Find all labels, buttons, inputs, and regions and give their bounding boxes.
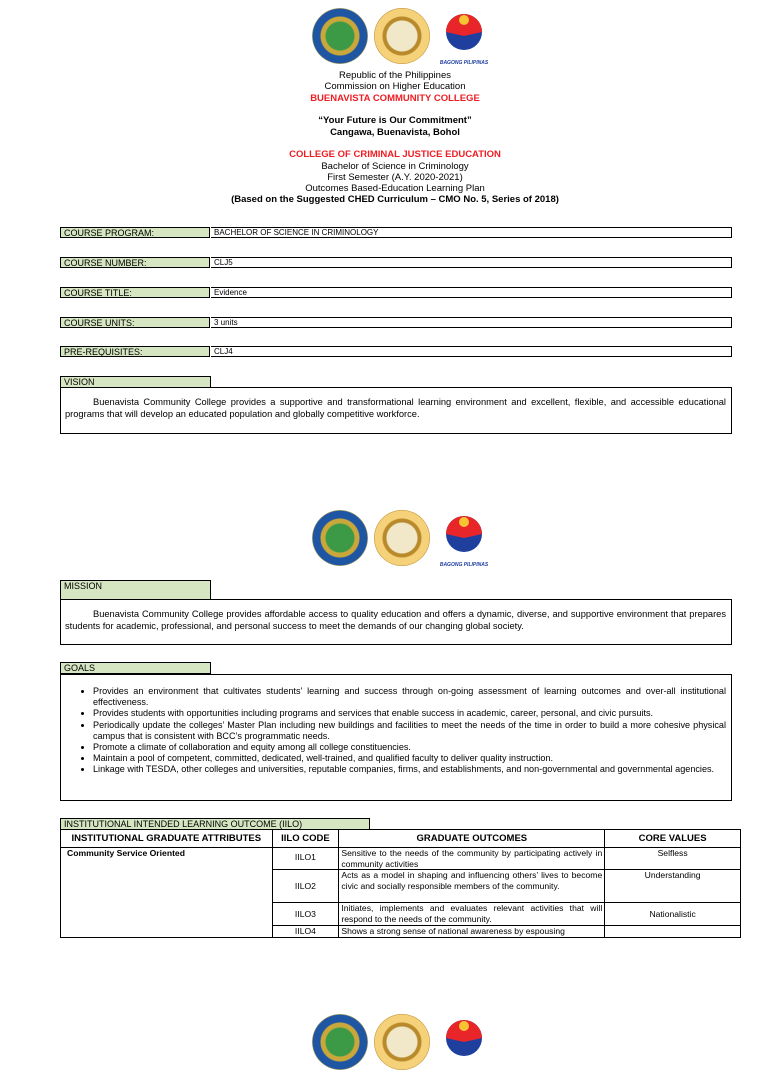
table-row xyxy=(61,848,741,870)
degree-text: Bachelor of Science in Criminology xyxy=(321,161,469,172)
vision-box xyxy=(60,387,732,434)
bagong-pilipinas-logo: BAGONG PILIPINAS xyxy=(436,508,492,568)
table-header-row xyxy=(61,830,741,848)
college-name: BUENAVISTA COMMUNITY COLLEGE xyxy=(310,93,480,104)
course-program-value: BACHELOR OF SCIENCE IN CRIMINOLOGY xyxy=(211,227,732,238)
mission-text: Buenavista Community College provides affordable access to quality education and offers a dynamic, diverse, and supportive environment that prepares students for academic, professional, and personal success to meet the demands of our changing global society. xyxy=(65,609,726,631)
col-header-attributes: INSTITUTIONAL GRADUATE ATTRIBUTES xyxy=(61,830,273,848)
bagong-pilipinas-logo xyxy=(436,1012,492,1072)
core-value: Understanding xyxy=(605,870,741,903)
plan-text: Outcomes Based-Education Learning Plan xyxy=(305,183,485,194)
goal-item: • Provides students with opportunities including programs and services that enable success in academic, career, personal, and civic pursuits. xyxy=(93,708,726,719)
core-value xyxy=(605,926,741,938)
graduate-attribute: Community Service Oriented xyxy=(61,848,273,938)
commission-text: Commission on Higher Education xyxy=(324,81,466,92)
goal-item: • Provides an environment that cultivates students’ learning and success through on-going assessment of learning outcomes and over-all institutional effectiveness. xyxy=(93,686,726,708)
col-header-outcomes: GRADUATE OUTCOMES xyxy=(339,830,605,848)
college-seal-logo xyxy=(312,510,368,566)
header-logos-page-2 xyxy=(312,508,492,568)
goal-item: • Periodically update the colleges’ Master Plan including new buildings and facilities to meet the needs of the time in order to build a more cohesive physical campus that is consistent with BCC’s programmatic needs. xyxy=(93,720,726,742)
prerequisites-row xyxy=(60,346,732,357)
municipality-seal-logo xyxy=(374,510,430,566)
goal-item: • Maintain a pool of competent, committed, dedicated, well-trained, and qualified faculty to deliver quality instruction. xyxy=(93,753,726,764)
course-title-label: COURSE TITLE: xyxy=(60,287,210,298)
mission-box xyxy=(60,599,732,645)
course-number-row xyxy=(60,257,732,268)
address-text: Cangawa, Buenavista, Bohol xyxy=(330,127,460,138)
prerequisites-label: PRE-REQUISITES: xyxy=(60,346,210,357)
republic-text: Republic of the Philippines xyxy=(339,70,451,81)
iilo-table xyxy=(60,829,741,938)
col-header-core-values: CORE VALUES xyxy=(605,830,741,848)
vision-text: Buenavista Community College provides a supportive and transformational learning environment and excellent, flexible, and accessible educational programs that will develop an educated population and globally competitive workforce. xyxy=(65,397,726,419)
motto-text: “Your Future is Our Commitment” xyxy=(318,115,472,126)
bagong-pilipinas-logo: BAGONG PILIPINAS xyxy=(436,6,492,66)
goals-list xyxy=(65,686,726,776)
iilo-code: IILO4 xyxy=(272,926,339,938)
mission-label: MISSION xyxy=(60,580,211,600)
header-logos-page-3 xyxy=(312,1012,492,1072)
vision-label: VISION xyxy=(60,376,211,388)
graduate-outcome: Initiates, implements and evaluates relevant activities that will respond to the needs of the community. xyxy=(339,903,605,926)
college-seal-logo xyxy=(312,8,368,64)
municipality-seal-logo xyxy=(374,8,430,64)
college-seal-logo xyxy=(312,1014,368,1070)
core-value: Selfless xyxy=(605,848,741,870)
department-name: COLLEGE OF CRIMINAL JUSTICE EDUCATION xyxy=(289,149,501,160)
course-program-label: COURSE PROGRAM: xyxy=(60,227,210,238)
course-number-value: CLJ5 xyxy=(211,257,732,268)
col-header-code: IILO CODE xyxy=(272,830,339,848)
course-title-value: Evidence xyxy=(211,287,732,298)
course-units-value: 3 units xyxy=(211,317,732,328)
course-program-row xyxy=(60,227,732,238)
semester-text: First Semester (A.Y. 2020-2021) xyxy=(327,172,463,183)
iilo-code: IILO3 xyxy=(272,903,339,926)
goals-box xyxy=(60,674,732,801)
goal-item: • Linkage with TESDA, other colleges and universities, reputable companies, firms, and establishments, and non-governmental and governmental agencies. xyxy=(93,764,726,775)
prerequisites-value: CLJ4 xyxy=(211,346,732,357)
core-value: Nationalistic xyxy=(605,903,741,926)
goals-label: GOALS xyxy=(60,662,211,674)
course-units-label: COURSE UNITS: xyxy=(60,317,210,328)
graduate-outcome: Sensitive to the needs of the community by participating actively in community activities xyxy=(339,848,605,870)
iilo-code: IILO1 xyxy=(272,848,339,870)
course-units-row xyxy=(60,317,732,328)
graduate-outcome: Acts as a model in shaping and influencing others’ lives to become civic and socially responsible members of the community. xyxy=(339,870,605,903)
course-title-row xyxy=(60,287,732,298)
graduate-outcome: Shows a strong sense of national awareness by espousing xyxy=(339,926,605,938)
basis-text: (Based on the Suggested CHED Curriculum – CMO No. 5, Series of 2018) xyxy=(231,194,559,205)
header-logos xyxy=(312,6,492,66)
course-number-label: COURSE NUMBER: xyxy=(60,257,210,268)
municipality-seal-logo xyxy=(374,1014,430,1070)
goal-item: • Promote a climate of collaboration and equity among all college constituencies. xyxy=(93,742,726,753)
iilo-code: IILO2 xyxy=(272,870,339,903)
iilo-label: INSTITUTIONAL INTENDED LEARNING OUTCOME (IILO) xyxy=(60,818,370,830)
